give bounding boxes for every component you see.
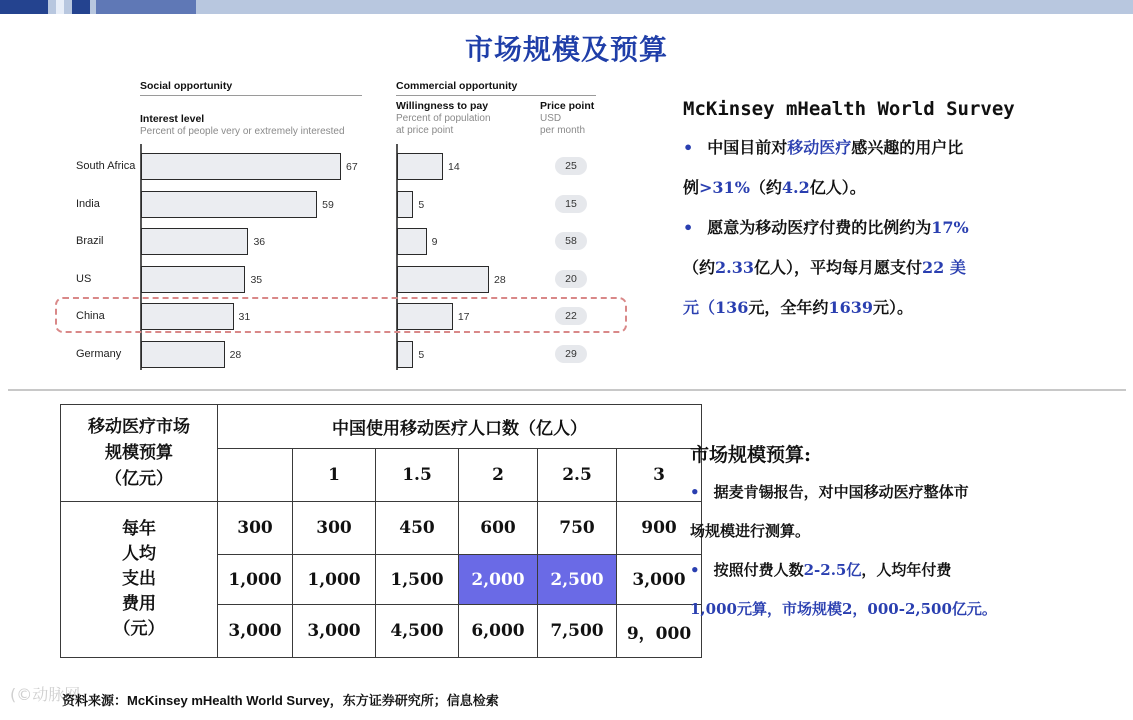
interest-bar — [141, 228, 248, 255]
price-point-sub-1: USD — [540, 113, 562, 124]
price-point-badge: 58 — [555, 232, 587, 250]
commercial-header-rule — [396, 95, 596, 96]
interest-bar — [141, 153, 341, 180]
highlighted-value-cell: 2,500 — [538, 555, 617, 605]
china-highlight-box — [55, 297, 627, 333]
willingness-sub-1: Percent of population — [396, 113, 491, 124]
source-label: 资料来源： — [62, 693, 128, 708]
text: （约 — [683, 258, 716, 277]
highlight: 4.2 — [781, 178, 810, 197]
section-divider — [8, 389, 1126, 391]
willingness-bar — [397, 266, 489, 293]
value-cell: 300 — [293, 502, 376, 555]
value-cell: 3,000 — [293, 605, 376, 658]
value-cell: 1,000 — [293, 555, 376, 605]
text: （约 — [749, 178, 782, 197]
willingness-value: 14 — [448, 161, 460, 173]
text: ，人均年付费 — [861, 561, 952, 579]
empty-cell — [218, 449, 293, 502]
country-label: South Africa — [76, 160, 136, 172]
table-row — [61, 502, 702, 555]
banner-square-3 — [72, 0, 90, 14]
willingness-bar — [397, 228, 427, 255]
bullet: • — [683, 138, 694, 157]
interest-value: 35 — [250, 273, 263, 286]
page-title: 市场规模及预算 — [464, 33, 668, 66]
value-cell: 9，000 — [617, 605, 702, 658]
highlight: 2-2.5亿 — [803, 561, 862, 579]
text: 据麦肯锡报告，对中国移动医疗整体市 — [713, 483, 969, 501]
interest-value: 28 — [229, 348, 242, 361]
top-banner — [0, 0, 1133, 14]
bullet: • — [690, 561, 700, 579]
willingness-bar — [397, 191, 413, 218]
price-point-badge: 22 — [555, 307, 587, 325]
value-cell: 450 — [376, 502, 459, 555]
label-line: 每年 — [122, 519, 156, 539]
social-header-rule — [140, 95, 362, 96]
survey-title: McKinsey mHealth World Survey — [683, 98, 1015, 120]
population-1-5: 1.5 — [376, 449, 459, 502]
price-point-badge: 15 — [555, 195, 587, 213]
text: 愿意为移动医疗付费的比例约为 — [707, 218, 932, 237]
willingness-bar — [397, 153, 443, 180]
willingness-value: 28 — [494, 273, 506, 286]
country-label: Brazil — [76, 235, 104, 247]
value-cell: 6,000 — [459, 605, 538, 658]
per-capita-spend-label — [61, 502, 218, 658]
survey-summary — [683, 98, 1103, 328]
highlight: 1639 — [828, 298, 873, 317]
population-1: 1 — [293, 449, 376, 502]
label-line: 人均 — [122, 544, 156, 564]
price-point-badge: 20 — [555, 270, 587, 288]
mckinsey-bar-chart — [70, 78, 630, 378]
price-point-title: Price point — [540, 100, 595, 112]
text: 感兴趣的用户比 — [851, 138, 964, 157]
spend-cell: 3,000 — [218, 605, 293, 658]
highlight: 17% — [931, 218, 969, 237]
interest-value: 59 — [322, 198, 334, 211]
population-2-5: 2.5 — [538, 449, 617, 502]
source-note — [62, 690, 499, 709]
text: 按照付费人数 — [713, 561, 804, 579]
highlight: 移动医疗 — [787, 138, 852, 157]
text: 亿人），平均每月愿支付 — [753, 258, 922, 277]
value-cell: 900 — [617, 502, 702, 555]
bullet: • — [683, 218, 694, 237]
country-label: India — [76, 197, 100, 210]
value-cell: 7,500 — [538, 605, 617, 658]
price-point-badge: 25 — [555, 157, 587, 175]
market-point-2 — [690, 551, 1110, 629]
spend-cell: 1,000 — [218, 555, 293, 605]
value-cell: 3,000 — [617, 555, 702, 605]
survey-point-2 — [683, 208, 1103, 328]
spend-cell: 300 — [218, 502, 293, 555]
text: 元）。 — [872, 298, 913, 317]
highlight: 136 — [715, 298, 749, 317]
label-line: 费用 — [122, 594, 156, 614]
banner-square-4 — [96, 0, 196, 14]
label-line: 支出 — [122, 569, 156, 589]
willingness-value: 5 — [418, 348, 425, 361]
willingness-bar — [397, 341, 413, 368]
value-cell: 1,500 — [376, 555, 459, 605]
corner-line-1: 移动医疗市场 — [88, 417, 190, 437]
watermark: (©动脉网 — [10, 685, 81, 704]
commercial-opportunity-header: Commercial opportunity — [396, 80, 518, 92]
interest-bar — [141, 266, 245, 293]
interest-value: 31 — [238, 311, 251, 323]
value-cell: 750 — [538, 502, 617, 555]
bullet: • — [690, 483, 700, 501]
interest-value: 36 — [253, 236, 266, 248]
market-title: 市场规模预算: — [690, 444, 812, 466]
price-point-sub-2: per month — [540, 125, 586, 136]
highlight: >31% — [699, 178, 750, 197]
interest-value: 67 — [346, 161, 358, 173]
willingness-sub-2: at price point — [396, 125, 454, 136]
willingness-value: 9 — [431, 236, 438, 248]
willingness-title: Willingness to pay — [396, 100, 489, 112]
text: 中国目前对 — [707, 138, 788, 157]
market-budget-summary — [690, 440, 1110, 629]
banner-square-2 — [56, 0, 64, 14]
corner-line-2: 规模预算 — [105, 443, 173, 463]
highlighted-value-cell: 2,000 — [459, 555, 538, 605]
country-label: US — [76, 272, 92, 285]
text: 场规模进行测算。 — [690, 522, 811, 540]
value-cell: 4,500 — [376, 605, 459, 658]
willingness-value: 17 — [457, 311, 470, 323]
highlight: 1,000元算，市场规模2，000-2,500亿元。 — [690, 600, 997, 618]
interest-level-title: Interest level — [140, 113, 205, 125]
highlight: 元（ — [683, 298, 716, 317]
text: 亿人）。 — [809, 178, 866, 197]
interest-bar — [141, 341, 225, 368]
population-header: 中国使用移动医疗人口数（亿人） — [218, 405, 702, 449]
corner-line-3: （亿元） — [105, 469, 173, 489]
label-line: （元） — [113, 619, 165, 639]
table-corner-header — [61, 405, 218, 502]
interest-level-subtitle: Percent of people very or extremely interested — [140, 126, 345, 137]
willingness-value: 5 — [418, 198, 425, 211]
source-text: McKinsey mHealth World Survey，东方证券研究所；信息检索 — [127, 693, 499, 708]
highlight: 2.33 — [715, 258, 754, 277]
price-point-badge: 29 — [555, 345, 587, 363]
highlight: 22 美 — [922, 258, 966, 277]
country-label: China — [76, 310, 105, 322]
text: 例 — [683, 178, 700, 197]
market-point-1 — [690, 473, 1110, 551]
text: 元，全年约 — [748, 298, 829, 317]
social-opportunity-header: Social opportunity — [140, 80, 233, 92]
interest-bar — [141, 191, 317, 218]
value-cell: 600 — [459, 502, 538, 555]
country-label: Germany — [76, 347, 122, 360]
banner-square-1 — [0, 0, 48, 14]
market-budget-table — [60, 404, 702, 658]
survey-point-1 — [683, 128, 1103, 208]
population-2: 2 — [459, 449, 538, 502]
population-3: 3 — [617, 449, 702, 502]
